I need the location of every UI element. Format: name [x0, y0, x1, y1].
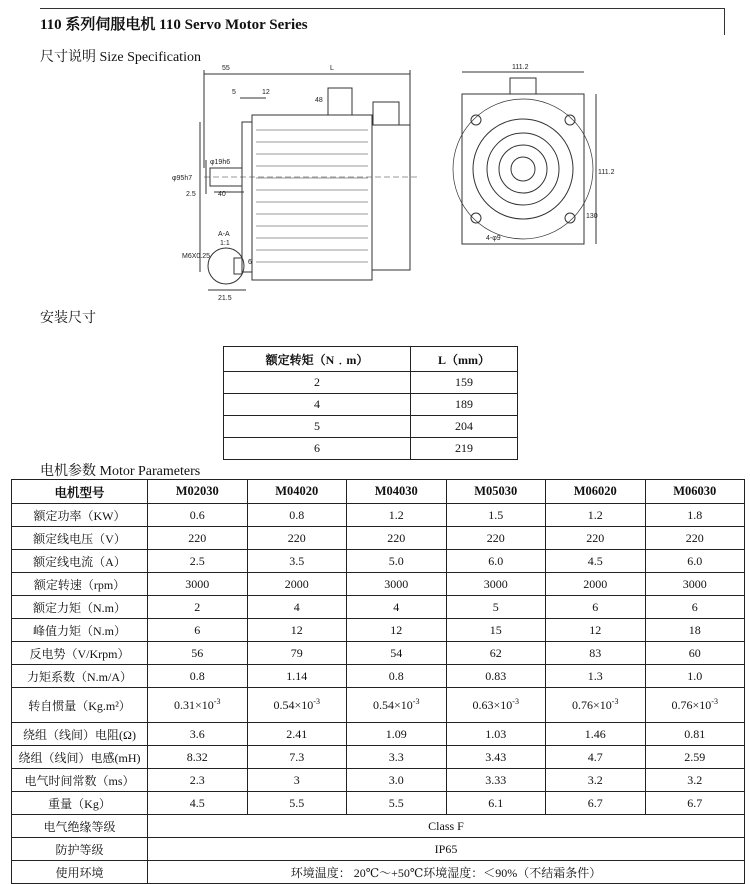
cell: 2000	[247, 573, 347, 596]
model-col: M04020	[247, 480, 347, 504]
cell: 0.8	[247, 504, 347, 527]
table-row	[224, 438, 518, 460]
cell: 220	[148, 527, 248, 550]
page-header	[40, 8, 725, 35]
cell: 4.5	[148, 792, 248, 815]
cell: 6	[148, 619, 248, 642]
cell: 219	[411, 438, 518, 460]
motor-drawing	[170, 60, 615, 315]
table-row	[12, 642, 745, 665]
dim-L: L	[330, 65, 334, 72]
motor-drawing-svg	[170, 60, 615, 310]
cell: 204	[411, 416, 518, 438]
cell: 0.8	[148, 665, 248, 688]
cell: 4.7	[546, 746, 646, 769]
dim-130: 130	[586, 213, 598, 220]
dim-111-b: 111.2	[598, 169, 615, 176]
cell: 3000	[446, 573, 546, 596]
install-heading: 安装尺寸	[40, 311, 96, 326]
size-table	[223, 346, 518, 460]
model-col: M06020	[546, 480, 646, 504]
cell: 54	[347, 642, 447, 665]
row-label: 额定线电流（A）	[12, 550, 148, 573]
params-heading: 电机参数 Motor Parameters	[40, 464, 201, 479]
cell: 12	[347, 619, 447, 642]
cell: 2	[224, 372, 411, 394]
cell: 220	[645, 527, 745, 550]
section-scale: 1:1	[220, 240, 230, 247]
cell: 0.83	[446, 665, 546, 688]
cell: 5.5	[347, 792, 447, 815]
row-label: 绕组（线间）电感(mH)	[12, 746, 148, 769]
inertia-value: 0.31×10	[174, 698, 214, 712]
cell: 1.2	[546, 504, 646, 527]
span-cell: IP65	[148, 838, 745, 861]
cell: 3.6	[148, 723, 248, 746]
cell: 56	[148, 642, 248, 665]
cell: 5	[224, 416, 411, 438]
dim-4-9: 4-φ9	[486, 235, 501, 242]
table-row	[12, 596, 745, 619]
row-label: 电气时间常数（ms）	[12, 769, 148, 792]
table-row	[12, 815, 745, 838]
motor-body-outline	[252, 115, 372, 280]
cell: 6.0	[645, 550, 745, 573]
row-label: 转自惯量（Kg.m²）	[12, 688, 148, 723]
cell: 15	[446, 619, 546, 642]
inertia-exponent: -3	[611, 697, 619, 706]
cell: 0.8	[347, 665, 447, 688]
cell: 4.5	[546, 550, 646, 573]
row-label: 反电势（V/Krpm）	[12, 642, 148, 665]
size-col-torque: 额定转矩（N﹒m）	[224, 347, 411, 372]
cell: 3.2	[645, 769, 745, 792]
dim-40: 40	[218, 191, 226, 198]
row-label: 重量（Kg）	[12, 792, 148, 815]
cell: 79	[247, 642, 347, 665]
cell: 2.5	[148, 550, 248, 573]
header-model-label: 电机型号	[12, 480, 148, 504]
dim-6: 6	[248, 259, 252, 266]
inertia-value: 0.76×10	[572, 698, 612, 712]
dim-12: 12	[262, 89, 270, 96]
cell: 3000	[148, 573, 248, 596]
model-col: M02030	[148, 480, 248, 504]
table-row	[12, 550, 745, 573]
cell: 220	[247, 527, 347, 550]
end-view-connector	[510, 78, 536, 94]
cell	[148, 688, 248, 723]
row-label: 力矩系数（N.m/A）	[12, 665, 148, 688]
dim-111-a: 111.2	[512, 64, 529, 71]
dim-5: 5	[232, 89, 236, 96]
row-label: 电气绝缘等级	[12, 815, 148, 838]
cell: 6.7	[546, 792, 646, 815]
cell: 4	[247, 596, 347, 619]
inertia-exponent: -3	[711, 697, 718, 706]
cell	[247, 688, 347, 723]
section-label: A-A	[218, 231, 230, 238]
cell: 1.8	[645, 504, 745, 527]
cell: 4	[224, 394, 411, 416]
cell: 2	[148, 596, 248, 619]
dim-21-5: 21.5	[218, 295, 232, 302]
cell: 83	[546, 642, 646, 665]
row-label: 额定转速（rpm）	[12, 573, 148, 596]
dim-19: φ19h6	[210, 159, 231, 166]
inertia-exponent: -3	[213, 697, 221, 706]
cell: 60	[645, 642, 745, 665]
cell: 3.2	[546, 769, 646, 792]
table-row	[12, 688, 745, 723]
inertia-value: 0.76×10	[671, 698, 712, 712]
table-row	[12, 746, 745, 769]
size-table-header	[224, 347, 518, 372]
cell: 0.6	[148, 504, 248, 527]
inertia-value: 0.54×10	[373, 698, 413, 712]
size-col-length: L（mm）	[411, 347, 518, 372]
cell: 6.7	[645, 792, 745, 815]
cell	[546, 688, 646, 723]
cell: 6	[224, 438, 411, 460]
table-row	[12, 619, 745, 642]
cell: 12	[546, 619, 646, 642]
cell: 5.5	[247, 792, 347, 815]
row-label: 额定功率（KW）	[12, 504, 148, 527]
table-row	[12, 573, 745, 596]
table-row	[12, 769, 745, 792]
cell: 0.81	[645, 723, 745, 746]
cell: 1.0	[645, 665, 745, 688]
table-row	[12, 504, 745, 527]
inertia-value: 0.54×10	[273, 698, 314, 712]
cell: 3000	[347, 573, 447, 596]
cell: 220	[446, 527, 546, 550]
cell: 3.0	[347, 769, 447, 792]
cell: 3	[247, 769, 347, 792]
row-label: 防护等级	[12, 838, 148, 861]
dim-55: 55	[222, 65, 230, 72]
cell	[347, 688, 447, 723]
table-row	[12, 838, 745, 861]
inertia-exponent: -3	[313, 697, 320, 706]
connector-1	[328, 88, 352, 115]
cell: 3.5	[247, 550, 347, 573]
table-row	[12, 792, 745, 815]
cell	[446, 688, 546, 723]
table-row	[12, 527, 745, 550]
row-label: 峰值力矩（N.m）	[12, 619, 148, 642]
cell: 2.3	[148, 769, 248, 792]
cell: 1.14	[247, 665, 347, 688]
cell: 220	[546, 527, 646, 550]
dim-95: φ95h7	[172, 175, 193, 182]
cell: 5	[446, 596, 546, 619]
section-aa	[208, 248, 244, 284]
span-cell: Class F	[148, 815, 745, 838]
cell: 1.2	[347, 504, 447, 527]
inertia-value: 0.63×10	[472, 698, 513, 712]
cell: 2.59	[645, 746, 745, 769]
cell: 12	[247, 619, 347, 642]
end-view-flange	[462, 94, 584, 244]
cell: 3.3	[347, 746, 447, 769]
cell: 6	[546, 596, 646, 619]
cell: 1.03	[446, 723, 546, 746]
dim-m6: M6X0.25	[182, 253, 211, 260]
motor-table-header	[12, 480, 745, 504]
model-col: M04030	[347, 480, 447, 504]
row-label: 使用环境	[12, 861, 148, 884]
size-spec-heading: 尺寸说明 Size Specification	[40, 50, 201, 65]
table-row	[12, 861, 745, 884]
cell: 1.09	[347, 723, 447, 746]
span-cell: 环境温度： 20℃～+50℃环境湿度：＜90%（不结霜条件）	[148, 861, 745, 884]
cell: 220	[347, 527, 447, 550]
cell: 6.0	[446, 550, 546, 573]
cell: 18	[645, 619, 745, 642]
cell: 3.43	[446, 746, 546, 769]
cell: 62	[446, 642, 546, 665]
row-label: 额定线电压（V）	[12, 527, 148, 550]
model-col: M06030	[645, 480, 745, 504]
table-row	[224, 394, 518, 416]
inertia-exponent: -3	[512, 697, 519, 706]
row-label: 额定力矩（N.m）	[12, 596, 148, 619]
cell: 1.3	[546, 665, 646, 688]
motor-params-table	[11, 479, 745, 884]
inertia-exponent: -3	[412, 697, 420, 706]
cell: 1.5	[446, 504, 546, 527]
cell: 189	[411, 394, 518, 416]
cell: 7.3	[247, 746, 347, 769]
table-row	[12, 665, 745, 688]
cell: 5.0	[347, 550, 447, 573]
dim-2-5: 2.5	[186, 191, 196, 198]
row-label: 绕组（线间）电阻(Ω)	[12, 723, 148, 746]
connector-2	[373, 102, 399, 125]
encoder-cap	[372, 125, 410, 270]
dim-48: 48	[315, 97, 323, 104]
table-row	[224, 416, 518, 438]
cell: 3.33	[446, 769, 546, 792]
cell: 159	[411, 372, 518, 394]
cell: 2000	[546, 573, 646, 596]
table-row	[224, 372, 518, 394]
cell	[645, 688, 745, 723]
cell: 3000	[645, 573, 745, 596]
model-col: M05030	[446, 480, 546, 504]
cell: 8.32	[148, 746, 248, 769]
table-row	[12, 723, 745, 746]
cell: 2.41	[247, 723, 347, 746]
page-title: 110 系列伺服电机 110 Servo Motor Series	[40, 17, 308, 33]
cell: 4	[347, 596, 447, 619]
cell: 6	[645, 596, 745, 619]
cell: 6.1	[446, 792, 546, 815]
cell: 1.46	[546, 723, 646, 746]
